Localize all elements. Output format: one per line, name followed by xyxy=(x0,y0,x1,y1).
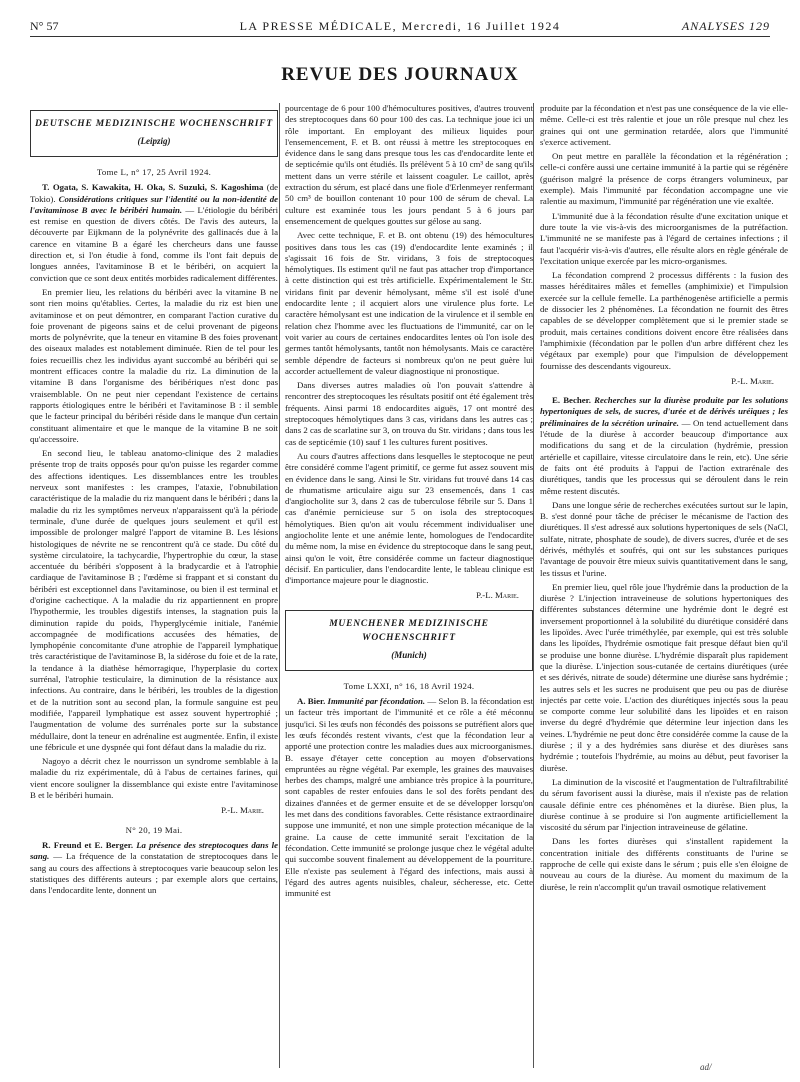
column-2 xyxy=(285,103,533,1072)
article-paragraph xyxy=(540,395,788,497)
journal-name: MUENCHENER MEDIZINISCHE WOCHENSCHRIFT xyxy=(329,618,489,643)
article-paragraph: On peut mettre en parallèle la fécondation et la régénération ; celle-ci confère aussi une certaine immunité à la partie qui se régénère (guérison malgré la présence de corps étrangers volumineux, par exemple). Mais l'immunité par fécondation accompagne une vie ralentie au maximum, l'immunité par régénération une vie exaltée. xyxy=(540,151,788,207)
section-page: ANALYSES 129 xyxy=(681,19,770,33)
column-rule xyxy=(533,103,534,1068)
column-3 xyxy=(540,103,788,1072)
journal-heading xyxy=(285,610,533,671)
article-text: — Selon B. la fécondation est un facteur très important de l'immunité et ce rôle a été méconnu jusqu'ici. Si les œufs non fécondés des poissons se putréfient alors que les œufs fécondés restent vivants, c'est que la fécondation leur a apporté une protection contre les maladies dues aux microorganismes. B. essaye d'étayer cette conception au moyen d'observations empruntées au règne végétal. Par exemple, les graines des mauvaises herbes des champs, malgré une ambiance très propice à la pourriture, sont capables de rester enfouies dans le sol des forêts pendant des dizaines d'années et de germer ensuite et de se développer lorsqu'on les met dans des conditions favorables. Cette résistance extraordinaire suppose une immunité, et non une simple protection mécanique de la graine. La cause de cette immunité serait l'excitation de la fécondation. Cette immunité se prolonge jusque chez le végétal adulte qui succombe souvent finalement au développement de la pourriture. Elle n'existe pas seulement à l'égard des infections, mais aussi à l'égard des autres agents nuisibles, chaleur, sécheresse, etc. Cette immunité est xyxy=(285,696,533,899)
article-paragraph: La diminution de la viscosité et l'augmentation de l'ultrafiltrabilité du sérum favorisent aussi la diurèse, mais il n'existe pas de relation causale définie entre ces phénomènes et la diurèse. Bien plus, la diurèse continue à se produire si l'on augmente artificiellement la viscosité du sérum par l'injection intraveineuse de gélatine. xyxy=(540,776,788,833)
article-paragraph: Dans une longue série de recherches exécutées surtout sur le lapin, B. s'est donné pour tâche de préciser le mécanisme de l'action des diurétiques. Il s'est adressé aux solutions hypertoniques de sels (NaCl, sulfate, nitrate, phosphate de soude), de divers sucres, d'urée et de ses dérivés, méthylés et soufrés, qui ont sur les substances puriques l'avantage de pouvoir être mieux suivis quantitativement dans le sang, les tissus et l'urine. xyxy=(540,499,788,578)
journal-name: DEUTSCHE MEDIZINISCHE WOCHENSCHRIFT xyxy=(35,119,273,129)
running-title: LA PRESSE MÉDICALE, Mercredi, 16 Juillet 1924 xyxy=(239,19,561,33)
article-title: La présence des streptocoques dans le sang. xyxy=(30,839,278,862)
running-header xyxy=(30,18,770,37)
article-paragraph: Dans diverses autres maladies où l'on pouvait s'attendre à rencontrer des streptocoques les résultats positif ont été également très fréquents. Ainsi parmi 18 endocardites aiguës, 17 ont montré des streptocoques hémolytiques dans 3 cas, viridans dans les autres cas ; dans 2 cas de scarlatine sur 3, on trouva du Str. viridans ; dans tous les cas de septicémie (10) sauf 1 les cultures furent positives. xyxy=(285,380,533,447)
article-paragraph: En second lieu, le tableau anatomo-clinique des 2 maladies présente trop de traits opposés pour qu'on puisse les regarder comme des affections identiques. Les dissemblances entre les troubles nerveux sont manifestes : les crampes, l'ataxie, l'obnubilation caractéristique de la maladie du riz manquent dans le béribéri ; dans la maladie du riz les symptômes nerveux n'apparaissent qu'à la période terminale, d'une durée de quelques jours seulement et qu'il est impossible de prolonger malgré l'apport de vitamine B. Les lésions histologiques de névrite ne se rencontrent qu'à ce stade. Du côté du système circulatoire, la tachycardie, l'hypertrophie du cœur, la stase accentuée du béribéri s'opposent à la bradycardie et à l'atrophie cardiaque de l'avitaminose B ; l'œdème si frappant et si constant du béribéri est exceptionnel dans l'avitaminose, ou bien il est terminal et d'origine cachectique. A la maladie du riz appartiennent en propre l'hypothermie, les troubles digestifs intenses, la stagnation puis la diminution rapide du poids, l'hyperglycémie initiale, l'anémie accompagnée de modifications accusées des hématies, de lymphopénie concomitante d'une atrophie de l'appareil lymphatique très caractéristique de l'avitaminose B, la sidérose du foie et de la rate, la tendance à la diathèse hémorragique, l'hyperplasie du cortex surrénal, l'atrophie testiculaire, la diminution de la résistance aux infections. Au contraire, dans le béribéri, les troubles de la digestion et de la nutrition sont au second plan, la formule sanguine est peu modifiée, l'appareil lymphatique est assez souvent hypertrophié ; l'augmentation de volume des surrénales porte sur la substance médullaire, dont la teneur en adrénaline est augmentée. Enfin, il existe une fébricule et une dyspnée qui font défaut dans la maladie du riz. xyxy=(30,448,278,752)
article-signature: P.-L. Marie. xyxy=(221,805,264,816)
article-paragraph xyxy=(285,696,533,899)
article-paragraph: Dans les fortes diurèses qui s'installent rapidement la concentration initiale des différents constituants de l'urine se rapproche de celle qui existe dans le sérum ; puis elle s'en éloigne de nouveau au cours de la diurèse. Au moment du maximum de la diurèse, le rein n'accomplit qu'un travail osmotique relativement xyxy=(540,836,788,892)
article-signature: P.-L. Marie. xyxy=(476,590,519,601)
column-1 xyxy=(30,110,278,1072)
article-paragraph: Au cours d'autres affections dans lesquelles le steptocoque ne peut être considéré comme l'agent primitif, ce germe fut assez souvent mis en évidence dans le sang. Ainsi le Str. viridans fut trouvé dans 14 cas de rhumatisme articulaire aigu sur 23 ensemencés, dans 1 cas d'angiocholite sur 3, dans 2 cas de tuberculose fébrile sur 5. Dans 1 cas d'anémie pernicieuse sur 5 on isola des streptocoques hémolytiques. Bien qu'on ait voulu récemment individualiser une angiocholite lente et une anémie lente, homologues de l'endocardite du même nom, la mise en évidence du streptocoque dans le sang peut, ainsi qu'on le voit, être considérée comme un facteur diagnostique décisif. En particulier, dans l'endocardite lente, le tableau clinique est d'importance majeure pour le diagnostic. xyxy=(285,450,533,586)
article-paragraph: La fécondation comprend 2 processus différents : la fusion des masses héréditaires mâles et femelles (amphimixie) et l'impulsion exercée sur la cellule femelle. La parthénogenèse artificielle a permis de dissocier les 2 phénomènes. La fécondation ne fournit des êtres capables de se développer complètement que si le premier stade se produit, mais certaines conditions doivent encore être réalisées dans l'amphimixie (fécondation par le pollen d'un arbre différent chez les végétaux par exemple) pour que l'impulsion de développement fournisse des descendants vigoureux. xyxy=(540,270,788,371)
column-rule xyxy=(279,103,280,1068)
article-paragraph xyxy=(30,840,278,896)
journal-city: (Leipzig) xyxy=(137,136,171,146)
page-title: REVUE DES JOURNAUX xyxy=(281,64,519,85)
issue-line: Tome LXXI, n° 16, 18 Avril 1924. xyxy=(343,680,475,691)
journal-city: (Munich) xyxy=(391,649,427,660)
article-paragraph: Nagoyo a décrit chez le nourrisson un syndrome semblable à la maladie du riz expérimentale, dû à l'abus de certaines farines, qui vient encore souligner la dissemblance qui existe entre l'avitaminose B et le béribéri humain. xyxy=(30,756,278,801)
article-paragraph xyxy=(30,182,278,284)
article-signature: P.-L. Marie. xyxy=(731,375,774,386)
article-authors: A. Bier. xyxy=(297,696,326,707)
article-paragraph: Avec cette technique, F. et B. ont obtenu (19) des hémocultures positives dans tous les cas (19) d'endocardite lente examinés ; il s'agissait 16 fois de Str. viridans, 3 fois de streptocoques hémolytiques. Ils estiment qu'il ne faut pas attacher trop d'importance à cette distinction qui est très artificielle. Expérimentalement le Str. viridans finit par devenir hémolysant, même s'il est isolé d'une endocardite lente ; il acquiert alors une virulence plus forte. Le caractère hémolysant est une indication de la virulence et il semble en relation chez l'homme avec les fluctuations de l'immunité, car on le voit varier au cours de certaines endocardites lentes où l'on isole des germes tantôt hémolysants, tantôt non hémolysants. Mais ce caractère semble dépendre de facteurs si nombreux qu'on ne peut guère lui accorder actuellement de valeur diagnostique ni pronostique. xyxy=(285,230,533,376)
article-title: Immunité par fécondation. xyxy=(327,696,426,707)
issue-number: N° 57 xyxy=(30,19,59,33)
article-text: — L'étiologie du béribéri est remise en question de divers côtés. De l'avis des auteurs, la découverte par Eijkmann de la polynévrite des gallinacés due à la carence en vitamine B a égaré les chercheurs dans une fausse direction et, si l'on étudie à fond, comme ils l'ont fait depuis de longues années, l'avitaminose B et le béribéri, on acquiert la conviction que ce sont deux entités morbides radicalement différentes. xyxy=(30,204,278,283)
issue-line: Tome L, n° 17, 25 Avril 1924. xyxy=(96,167,212,177)
article-paragraph: En premier lieu, quel rôle joue l'hydrémie dans la production de la diurèse ? L'injection intraveineuse de solutions hypertoniques des différentes substances détermine une hydrémie dont le degré est inversement proportionnel à la solubilité du diurétique considéré dans les lipoïdes. Avec l'urée triméthylée, par exemple, qui est très soluble dans les lipoïdes, l'hydrémie osmotique fait presque défaut bien qu'il se produise une bonne diurèse. L'hydrémie disparaît plus rapidement que la diurèse. L'injection sous-cutanée de certains diurétiques (urée et ses dérivés, nitrate de soude) détermine une diurèse sans hydrémie ; les autres sels et les sucres ne produisent que peu ou pas de diurèse injectés par cette voie. L'action des diurétiques injectés sous la peau se comporte comme leur solubilité dans les lipoïdes et en raison inverse du degré d'hydrémie que détermine leur injection dans les veines. L'hydrémie ne peut donc être considérée comme la cause de la diurèse ; il y a des hydrémies sans diurèse et des diurèses sans hydrémie ; toutefois l'hydrémie, au moins au début, peut favoriser la diurèse. xyxy=(540,581,788,773)
article-text: — On tend actuellement dans l'étude de la diurèse à accorder beaucoup d'importance aux modifications du sang et de la circulation (hydrémie, pression artérielle et capillaire, vitesse circulatoire dans le rein, etc). Une série de faits ont été produits à l'appui de l'action extrarénale des diurétiques, tandis que les processus qui se déroulent dans le rein même restent discutés. xyxy=(540,417,788,496)
journal-heading xyxy=(30,110,278,157)
article-paragraph: En premier lieu, les relations du béribéri avec la vitamine B ne sont rien moins qu'établies. Certes, la maladie du riz est bien une avitaminose et on peut démontrer, en comparant l'action curative du foie provenant de pigeons sains et de celui provenant de pigeons morts de polynévrite, que la teneur en vitamine B des foies provenant des oiseaux malades est notablement diminuée. Rien de tel pour les foies recueillis chez les individus ayant succombé au béribéri qui se montrent efficaces contre la maladie du riz. La diminution de la vitamine B dans l'organisme des béribériques n'est donc pas vraisemblable. On ne peut nier cependant l'existence de certains rapports étiologiques entre le béribéri et l'avitaminose B : il semble que le facteur principal du béribéri réside dans le manque d'un certain constituant alimentaire et que le manque de la vitamine B ne soit qu'accessoire. xyxy=(30,286,278,444)
article-text: — La fréquence de la constatation de streptocoques dans le sang au cours des affections à streptocoques varie beaucoup selon les statistiques des différents auteurs ; par exemple alors que certains, dans l'endocardite lente, donnent un xyxy=(30,851,278,896)
issue-line: N° 20, 19 Mai. xyxy=(125,824,183,835)
article-affiliation: (de Tokio). xyxy=(30,182,278,204)
article-authors: R. Freund et E. Berger. xyxy=(42,839,134,850)
article-title: Considérations critiques sur l'identité ou la non-identité de l'avitaminose B avec le béribéri humain. xyxy=(30,193,278,215)
article-authors: E. Becher. xyxy=(552,395,591,406)
footer-mark: ad/ xyxy=(700,1062,712,1072)
article-authors: T. Ogata, S. Kawakita, H. Oka, S. Suzuki, S. Kagoshima xyxy=(42,182,264,193)
article-paragraph: L'immunité due à la fécondation résulte d'une excitation unique et dure toute la vie vis-à-vis des microorganismes de la putréfaction. L'immunité ne se manifeste pas à l'égard de certaines infections ; il faut l'acquérir vis-à-vis d'autres, elle résulte alors en règle générale de l'excitation unique exercée par les micro-organismes. xyxy=(540,210,788,266)
article-title: Recherches sur la diurèse produite par les solutions hypertoniques de sels, de sucres, d'urée et de dérivés uréiques ; les préliminaires de la sécrétion urinaire. xyxy=(540,395,788,428)
article-paragraph: pourcentage de 6 pour 100 d'hémocultures positives, d'autres trouvent des streptocoques dans 60 pour 100 des cas. La technique joue ici un rôle important. En employant des milieux liquides pour l'ensemencement, F. et B. ont réussi à mettre les streptocoques en évidence dans le sang dans presque tous les cas d'endocardite lente et de septicémie qu'ils ont étudiés. Ils prélèvent 5 à 10 cm³ de sang qu'ils mettent dans un verre stérile et laissent coaguler. Le caillot, après extraction du sérum, est placé dans une fiole d'Erlenmeyer renfermant 50 cm³ de bouillon contenant 10 pour 100 de sérum de cheval. La culture est examinée tous les jours pendant 5 à 6 jours par ensemencement de quelques gouttes sur gélose au sang. xyxy=(285,103,533,226)
article-paragraph: produite par la fécondation et n'est pas une conséquence de la vie elle-même. Celle-ci est très ralentie et joue un rôle presque nul chez les graines qui ont une germination retardée, alors que l'immunité s'exerce activement. xyxy=(540,103,788,147)
